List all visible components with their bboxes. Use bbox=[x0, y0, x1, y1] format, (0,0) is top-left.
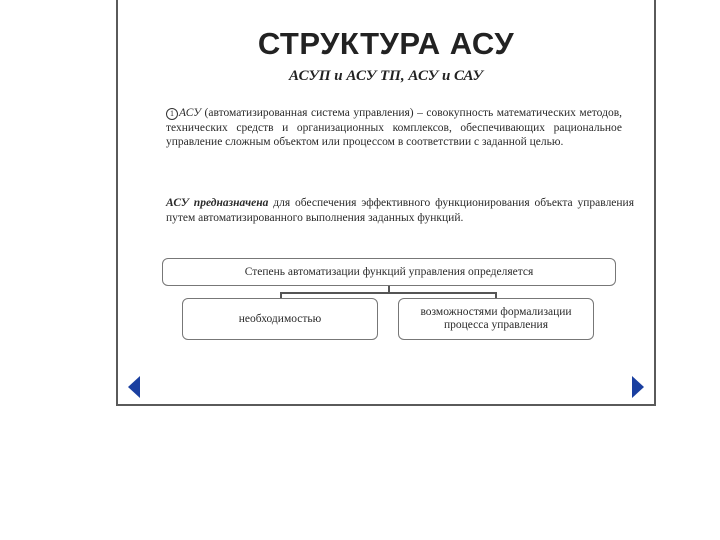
diagram-left-box: необходимостью bbox=[182, 298, 378, 340]
definition-text: (автоматизированная система управления) – совокупность математических методов, технических средств и организационных комплексов, обеспечивающих рациональное управление сложным объектом или процессом в соответствии с заданной целью. bbox=[166, 107, 622, 148]
purpose-term: АСУ предназначена bbox=[166, 197, 269, 209]
definition-term: АСУ bbox=[179, 107, 201, 119]
slide-subtitle: АСУП и АСУ ТП, АСУ и САУ bbox=[289, 68, 483, 84]
connector-horizontal bbox=[280, 292, 496, 294]
next-slide-icon[interactable] bbox=[632, 376, 644, 398]
purpose-paragraph bbox=[166, 196, 634, 225]
diagram-top-box: Степень автоматизации функций управления определяется bbox=[162, 258, 616, 286]
circle-number-icon: 1 bbox=[166, 108, 178, 120]
diagram-right-box: возможностями формализации процесса управления bbox=[398, 298, 594, 340]
previous-slide-icon[interactable] bbox=[128, 376, 140, 398]
definition-paragraph bbox=[166, 106, 622, 150]
slide bbox=[116, 0, 656, 406]
slide-title: СТРУКТУРА АСУ bbox=[257, 26, 515, 61]
purpose-text: для обеспечения эффективного функционирования объекта управления путем автоматизированного выполнения заданных функций. bbox=[166, 197, 635, 224]
